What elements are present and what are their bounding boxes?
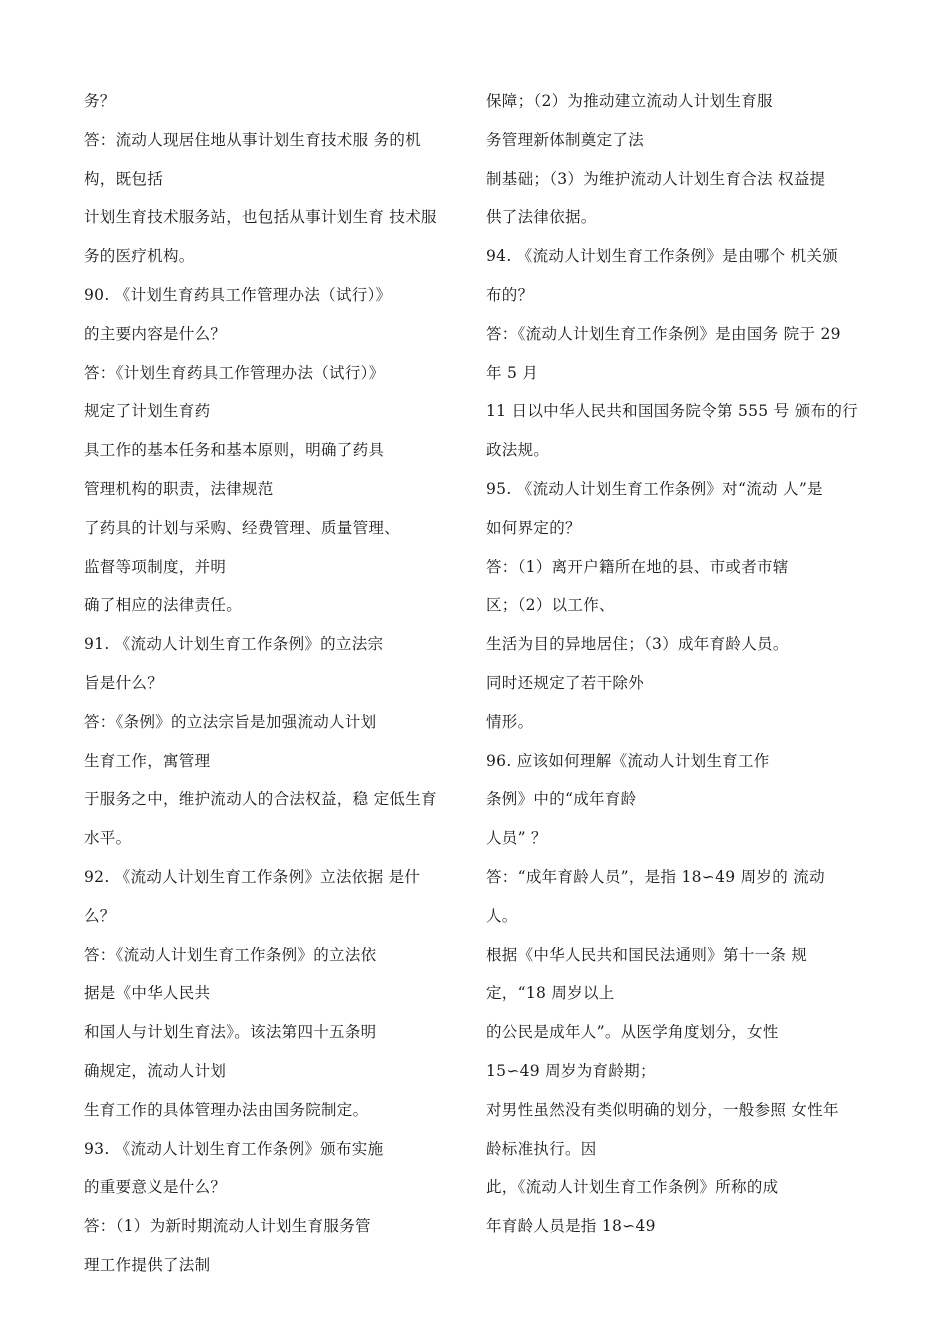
text-line: 确规定，流动人计划 <box>84 1061 227 1080</box>
text-line: 生活为目的异地居住；（3）成年育龄人员。 <box>486 635 789 654</box>
text-line: 生育工作，寓管理 <box>84 751 211 770</box>
text-line: 制基础；（3）为维护流动人计划生育合法 权益提 <box>486 169 826 188</box>
text-line: 此，《流动人计划生育工作条例》所称的成 <box>486 1178 779 1197</box>
text-line: 答：“成年育龄人员”，是指 18∽49 周岁的 流动 <box>486 867 825 886</box>
text-line: 务？ <box>84 92 116 110</box>
text-line: 于服务之中，维护流动人的合法权益，稳 定低生育 <box>84 790 437 809</box>
left-column <box>84 82 476 1285</box>
text-line: 91. 《流动人计划生育工作条例》的立法宗 <box>84 635 384 654</box>
text-line: 答：《条例》的立法宗旨是加强流动人计划 <box>84 712 377 731</box>
text-line: 15∽49 周岁为育龄期； <box>486 1061 656 1080</box>
text-line: 94. 《流动人计划生育工作条例》是由哪个 机关颁 <box>486 247 839 266</box>
text-line: 93. 《流动人计划生育工作条例》颁布实施 <box>84 1139 384 1158</box>
text-line: 构，既包括 <box>84 169 164 188</box>
text-line: 规定了计划生育药 <box>84 402 211 421</box>
text-line: 92. 《流动人计划生育工作条例》立法依据 是什 <box>84 867 421 886</box>
text-line: 的重要意义是什么？ <box>84 1178 227 1197</box>
text-line: 定，“18 周岁以上 <box>486 984 615 1003</box>
text-line: 务的医疗机构。 <box>84 247 195 266</box>
text-line: 的主要内容是什么？ <box>84 324 227 343</box>
text-line: 对男性虽然没有类似明确的划分，一般参照 女性年 <box>486 1100 839 1119</box>
text-line: 根据《中华人民共和国民法通则》第十一条 规 <box>486 945 808 964</box>
text-line: 龄标准执行。因 <box>486 1139 597 1158</box>
text-line: 年 5 月 <box>486 363 539 382</box>
right-column <box>486 82 880 1246</box>
text-line: 保障；（2）为推动建立流动人计划生育服 <box>486 92 773 110</box>
text-line: 答：《计划生育药具工作管理办法（试行）》 <box>84 363 385 382</box>
text-line: 答：《流动人计划生育工作条例》是由国务 院于 29 <box>486 324 841 343</box>
text-line: 理工作提供了法制 <box>84 1255 211 1274</box>
text-line: 96. 应该如何理解《流动人计划生育工作 <box>486 751 770 770</box>
text-line: 管理机构的职责，法律规范 <box>84 479 274 498</box>
text-line: 如何界定的？ <box>486 518 581 537</box>
text-line: 了药具的计划与采购、经费管理、质量管理、 <box>84 518 401 537</box>
text-line: 条例》中的“成年育龄 <box>486 790 637 809</box>
text-line: 区；（2）以工作、 <box>486 596 615 615</box>
text-line: 生育工作的具体管理办法由国务院制定。 <box>84 1100 369 1119</box>
text-line: 人。 <box>486 906 518 925</box>
text-line: 供了法律依据。 <box>486 208 597 227</box>
text-line: 具工作的基本任务和基本原则，明确了药具 <box>84 441 385 460</box>
text-line: 计划生育技术服务站，也包括从事计划生育 技术服 <box>84 208 437 227</box>
text-line: 布的？ <box>486 285 534 304</box>
text-line: 答：（1）为新时期流动人计划生育服务管 <box>84 1217 371 1236</box>
text-line: 监督等项制度，并明 <box>84 557 227 576</box>
text-line: 答：流动人现居住地从事计划生育技术服 务的机 <box>84 130 422 149</box>
text-line: 据是《中华人民共 <box>84 984 211 1003</box>
text-line: 95. 《流动人计划生育工作条例》对“流动 人”是 <box>486 479 823 498</box>
text-line: 同时还规定了若干除外 <box>486 673 645 692</box>
text-line: 年育龄人员是指 18∽49 <box>486 1217 656 1236</box>
text-line: 答：《流动人计划生育工作条例》的立法依 <box>84 945 377 964</box>
text-line: 人员” ？ <box>486 829 547 848</box>
text-line: 11 日以中华人民共和国国务院令第 555 号 颁布的行 <box>486 402 858 421</box>
text-line: 水平。 <box>84 829 132 848</box>
text-line: 确了相应的法律责任。 <box>84 596 243 615</box>
text-line: 么？ <box>84 906 116 925</box>
text-line: 答：（1）离开户籍所在地的县、市或者市辖 <box>486 557 789 576</box>
text-line: 务管理新体制奠定了法 <box>486 130 645 149</box>
text-line: 和国人与计划生育法》。该法第四十五条明 <box>84 1023 377 1042</box>
text-line: 的公民是成年人”。从医学角度划分，女性 <box>486 1023 779 1042</box>
text-line: 旨是什么？ <box>84 673 164 692</box>
text-line: 90. 《计划生育药具工作管理办法（试行）》 <box>84 285 392 304</box>
text-line: 政法规。 <box>486 441 550 460</box>
text-line: 情形。 <box>486 712 534 731</box>
